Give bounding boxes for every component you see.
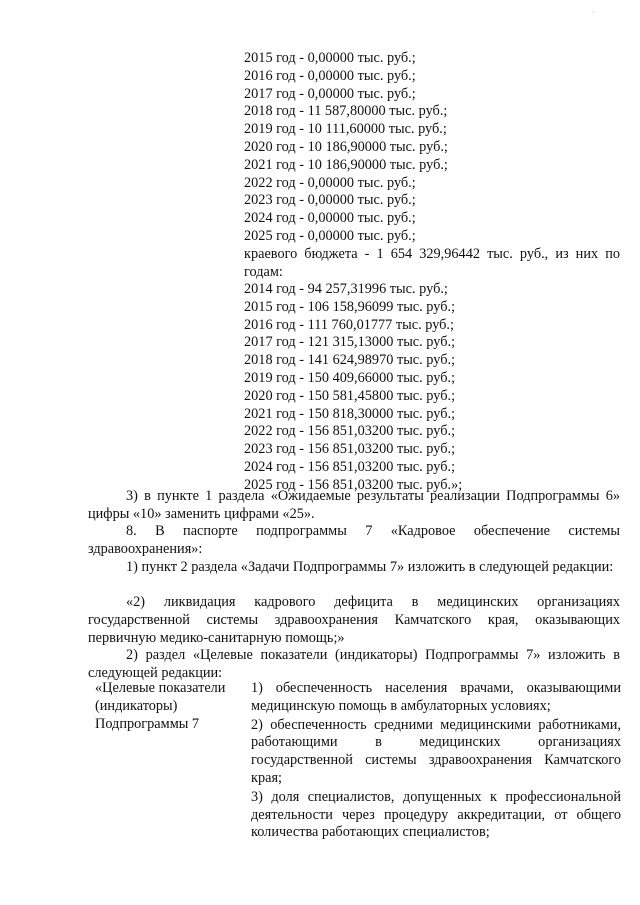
indicator-item: 1) обеспеченность населения врачами, оказывающими медицинскую помощь в амбулаторных условиях; <box>251 680 621 714</box>
year-line: 2020 год - 150 581,45800 тыс. руб.; <box>244 387 456 404</box>
year-line: 2016 год - 0,00000 тыс. руб.; <box>244 67 416 84</box>
paragraph-text: «2) ликвидация кадрового дефицита в медицинских организациях государственной системы здравоохранения Камчатского края, оказывающих первичную медико-санитарную помощь;» <box>88 594 620 646</box>
year-line: 2021 год - 150 818,30000 тыс. руб.; <box>244 405 456 422</box>
paragraph-text: 3) в пункте 1 раздела «Ожидаемые результаты реализации Подпрограммы 6» цифры «10» заменить цифрами «25». <box>88 488 620 522</box>
year-line: 2023 год - 0,00000 тыс. руб.; <box>244 192 416 209</box>
indicator-item: 3) доля специалистов, допущенных к профессиональной деятельности через процедуру аккредитации, от общего количества работающих специалистов; <box>251 788 621 841</box>
paragraph-text: 1) пункт 2 раздела «Задачи Подпрограммы 7» изложить в следующей редакции: <box>126 559 614 575</box>
indicators-label: «Целевые показатели (индикаторы) Подпрограммы 7 <box>95 680 226 732</box>
paragraph-text: 8. В паспорте подпрограммы 7 «Кадровое обеспечение системы здравоохранения»: <box>88 523 620 557</box>
year-line: 2025 год - 0,00000 тыс. руб.; <box>244 227 416 244</box>
regional-budget-intro: краевого бюджета - 1 654 329,96442 тыс. руб., из них по годам: <box>244 246 620 280</box>
paragraph-8-2 <box>88 647 620 683</box>
paragraph-3 <box>88 488 620 524</box>
year-line: 2024 год - 156 851,03200 тыс. руб.; <box>244 458 456 475</box>
year-line: 2015 год - 106 158,96099 тыс. руб.; <box>244 298 456 315</box>
year-line: 2021 год - 10 186,90000 тыс. руб.; <box>244 156 448 173</box>
year-line: 2022 год - 156 851,03200 тыс. руб.; <box>244 423 456 440</box>
regional-budget-years <box>244 281 462 495</box>
year-line: 2018 год - 11 587,80000 тыс. руб.; <box>244 103 448 120</box>
year-line: 2024 год - 0,00000 тыс. руб.; <box>244 210 416 227</box>
year-line: 2014 год - 94 257,31996 тыс. руб.; <box>244 281 448 297</box>
federal-budget-years <box>244 50 448 246</box>
year-line: 2020 год - 10 186,90000 тыс. руб.; <box>244 138 448 155</box>
year-line: 2017 год - 121 315,13000 тыс. руб.; <box>244 334 456 351</box>
indicator-item: 2) обеспеченность средними медицинскими работниками, работающими в медицинских организациях государственной системы здравоохранения Камчатского края; <box>251 716 621 786</box>
paragraph-text: 2) раздел «Целевые показатели (индикаторы) Подпрограммы 7» изложить в следующей редакции: <box>88 647 620 681</box>
year-line: 2019 год - 150 409,66000 тыс. руб.; <box>244 369 456 386</box>
paragraph-8-1 <box>88 559 620 577</box>
year-line: 2015 год - 0,00000 тыс. руб.; <box>244 50 416 66</box>
year-line: 2017 год - 0,00000 тыс. руб.; <box>244 85 416 102</box>
year-line: 2019 год - 10 111,60000 тыс. руб.; <box>244 121 447 138</box>
year-line: 2022 год - 0,00000 тыс. руб.; <box>244 174 416 191</box>
indicators-list <box>251 680 621 843</box>
year-line: 2016 год - 111 760,01777 тыс. руб.; <box>244 316 454 333</box>
year-line: 2025 год - 156 851,03200 тыс. руб.»; <box>244 476 463 493</box>
year-line: 2023 год - 156 851,03200 тыс. руб.; <box>244 441 456 458</box>
paragraph-8 <box>88 523 620 559</box>
year-line: 2018 год - 141 624,98970 тыс. руб.; <box>244 352 456 369</box>
scan-speck <box>593 11 594 12</box>
quoted-task <box>88 594 620 647</box>
